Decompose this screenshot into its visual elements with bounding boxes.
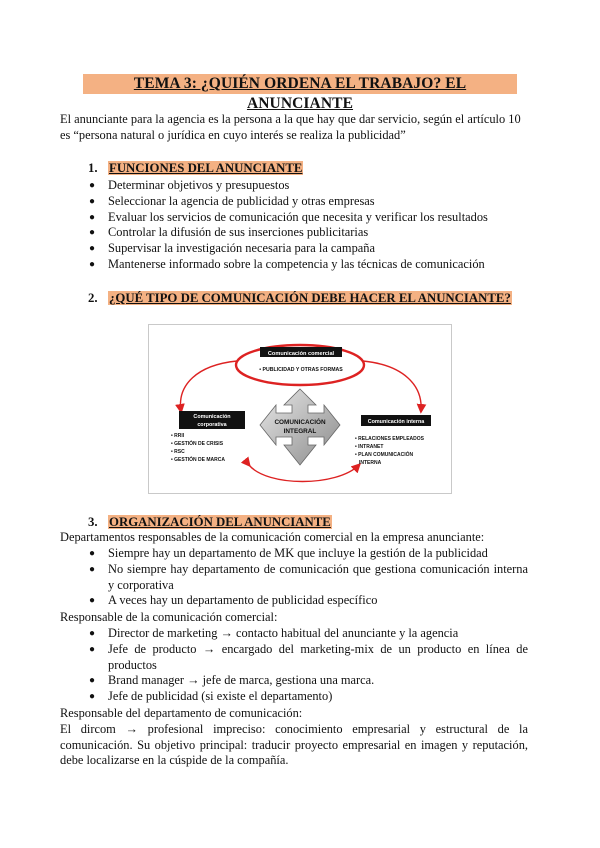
bullet-icon: ● bbox=[89, 691, 96, 703]
list-item: ● Mantenerse informado sobre la competencia y las técnicas de comunicación bbox=[89, 256, 485, 271]
list-item: ● Supervisar la investigación necesaria para la campaña bbox=[89, 241, 375, 256]
list-item: ● Director de marketing → contacto habitual del anunciante y la agencia bbox=[89, 626, 459, 640]
corporate-item-3: • RSC bbox=[171, 449, 185, 455]
integral-cross-icon bbox=[260, 389, 340, 465]
bullet-icon: ● bbox=[89, 595, 96, 607]
list-item: ● A veces hay un departamento de publicidad específico bbox=[89, 593, 378, 608]
bullet-icon: ● bbox=[89, 227, 96, 239]
internal-item-4: INTERNA bbox=[359, 460, 382, 466]
section-3-lead-3: Responsable del departamento de comunicación: bbox=[60, 706, 303, 720]
corporate-item-2: • GESTIÓN DE CRISIS bbox=[171, 441, 224, 447]
list-item: ● Seleccionar la agencia de publicidad y otras empresas bbox=[89, 193, 375, 208]
intro-line-1: El anunciante para la agencia es la persona a la que hay que dar servicio, según el artículo 10 bbox=[60, 112, 521, 126]
internal-title: Comunicación interna bbox=[367, 419, 425, 425]
bullet-icon: ● bbox=[89, 180, 96, 191]
list-item: ● Controlar la difusión de sus inserciones publicitarias bbox=[89, 225, 369, 240]
communication-diagram bbox=[148, 324, 452, 494]
page-title: TEMA 3: ¿QUIÉN ORDENA EL TRABAJO? EL ANUNCIANTE bbox=[83, 74, 517, 94]
bullet-icon: ● bbox=[89, 563, 96, 575]
arc-bottom bbox=[249, 465, 359, 482]
section-1-heading bbox=[88, 160, 303, 176]
section-3-lead-1: Departamentos responsables de la comunicación comercial en la empresa anunciante: bbox=[60, 530, 485, 544]
internal-item-1: • RELACIONES EMPLEADOS bbox=[355, 436, 424, 442]
section-3-closing: El dircom → profesional impreciso: conocimiento empresarial y estructural de la comunicación. Su objetivo principal: traducir proyecto empresarial en imagen y reputación, debe localizarse en la cúspide de la compañía. bbox=[60, 722, 528, 767]
section-2-title: ¿QUÉ TIPO DE COMUNICACIÓN DEBE HACER EL ANUNCIANTE? bbox=[109, 291, 511, 305]
internal-item-3: • PLAN COMUNICACIÓN bbox=[355, 452, 414, 458]
arc-top-left bbox=[180, 361, 237, 411]
commercial-title: Comunicación comercial bbox=[267, 351, 335, 357]
bullet-icon: ● bbox=[89, 243, 96, 255]
intro-line-2: es “persona natural o jurídica en cuyo interés se realiza la publicidad” bbox=[60, 128, 406, 142]
functions-list bbox=[89, 178, 528, 273]
arc-top-right bbox=[363, 361, 421, 411]
bullet-icon: ● bbox=[89, 211, 96, 223]
section-3-title: ORGANIZACIÓN DEL ANUNCIANTE bbox=[109, 515, 331, 529]
bullet-icon: ● bbox=[89, 675, 96, 687]
internal-item-2: • INTRANET bbox=[355, 444, 384, 450]
integral-line-1: COMUNICACIÓN bbox=[274, 419, 326, 426]
section-2-heading bbox=[88, 290, 512, 306]
section-2-number: 2. bbox=[88, 291, 98, 305]
section-3-lead-2: Responsable de la comunicación comercial: bbox=[60, 610, 278, 624]
section-3-heading bbox=[88, 514, 332, 530]
section-3-number: 3. bbox=[88, 515, 98, 529]
section-1-number: 1. bbox=[88, 161, 98, 175]
list-item: ● Jefe de publicidad (si existe el departamento) bbox=[89, 689, 333, 704]
list-item: ● Brand manager → jefe de marca, gestiona una marca. bbox=[89, 673, 375, 688]
bullet-icon: ● bbox=[89, 628, 96, 639]
corporate-title-2: corporativa bbox=[197, 422, 227, 428]
list-item: ● No siempre hay departamento de comunicación que gestiona comunicación interna y corporativa bbox=[89, 561, 528, 592]
bullet-icon: ● bbox=[89, 643, 96, 655]
corporate-title-1: Comunicación bbox=[193, 414, 231, 420]
bullet-icon: ● bbox=[89, 548, 96, 559]
departments-list bbox=[89, 546, 528, 609]
corporate-item-4: • GESTIÓN DE MARCA bbox=[171, 457, 225, 463]
responsibles-list bbox=[89, 626, 528, 705]
bullet-icon: ● bbox=[89, 258, 96, 270]
corporate-item-1: • RRII bbox=[171, 433, 185, 439]
list-item: ● Siempre hay un departamento de MK que incluye la gestión de la publicidad bbox=[89, 546, 488, 560]
bullet-icon: ● bbox=[89, 195, 96, 207]
list-item: ● Determinar objetivos y presupuestos bbox=[89, 178, 290, 192]
integral-line-2: INTEGRAL bbox=[283, 428, 317, 435]
section-1-title: FUNCIONES DEL ANUNCIANTE bbox=[109, 161, 303, 175]
list-item: ● Jefe de producto → encargado del marketing-mix de un producto en línea de productos bbox=[89, 641, 528, 672]
commercial-item: • PUBLICIDAD Y OTRAS FORMAS bbox=[259, 367, 343, 373]
list-item: ● Evaluar los servicios de comunicación que necesita y verificar los resultados bbox=[89, 209, 488, 224]
diagram-svg bbox=[149, 325, 451, 493]
